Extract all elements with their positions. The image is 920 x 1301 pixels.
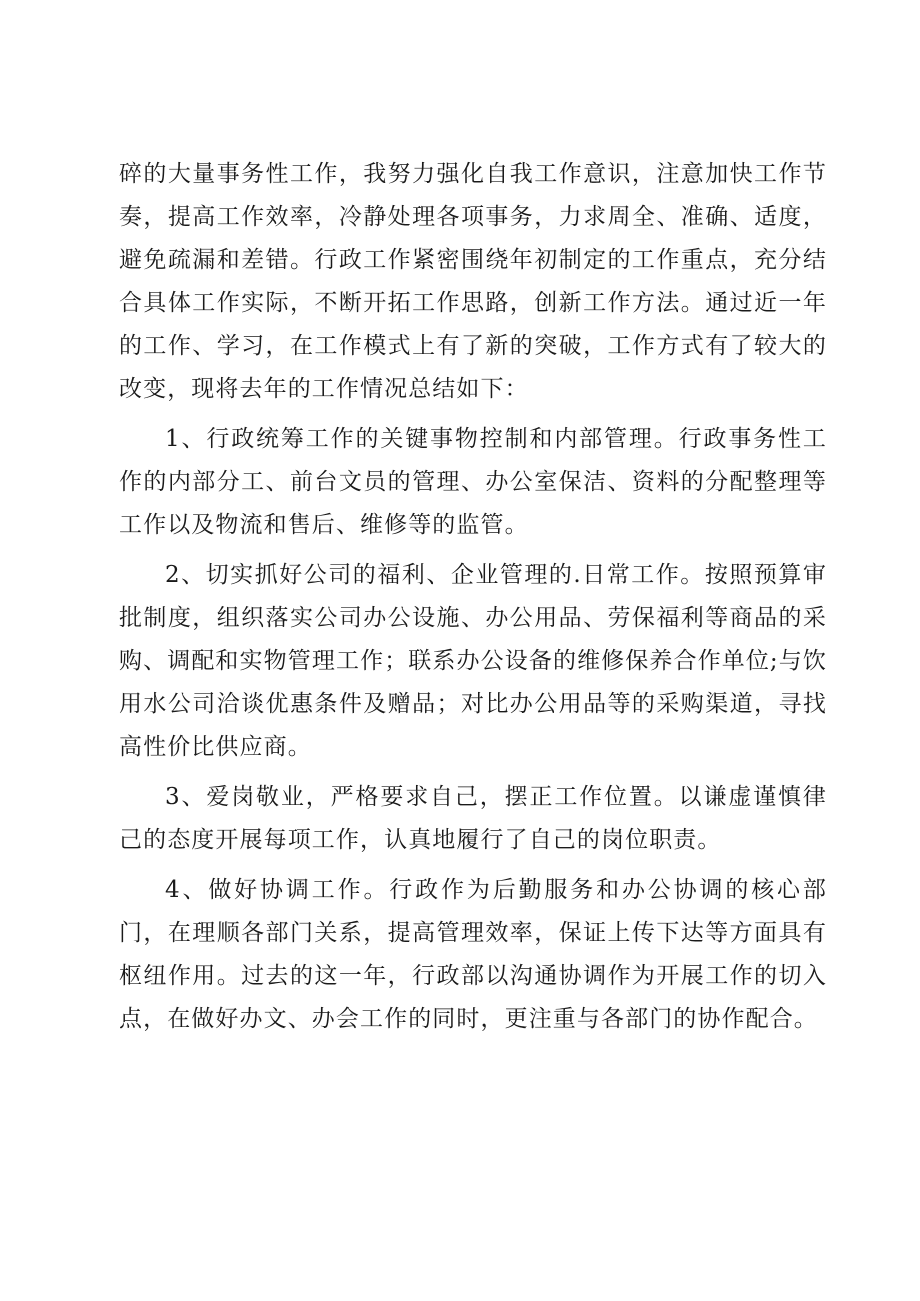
document-body [119, 153, 827, 1048]
paragraph-item-3: 3、爱岗敬业，严格要求自己，摆正工作位置。以谦虚谨慎律己的态度开展每项工作，认真地履行了自己的岗位职责。 [119, 784, 827, 853]
paragraph-item-4: 4、做好协调工作。行政作为后勤服务和办公协调的核心部门，在理顺各部门关系，提高管理效率，保证上传下达等方面具有枢纽作用。过去的这一年，行政部以沟通协调作为开展工作的切入点，在做好办文、办会工作的同时，更注重与各部门的协作配合。 [119, 877, 827, 1032]
paragraph-item-1: 1、行政统筹工作的关键事物控制和内部管理。行政事务性工作的内部分工、前台文员的管理、办公室保洁、资料的分配整理等工作以及物流和售后、维修等的监管。 [119, 426, 827, 538]
paragraph-item-2: 2、切实抓好公司的福利、企业管理的.日常工作。按照预算审批制度，组织落实公司办公设施、办公用品、劳保福利等商品的采购、调配和实物管理工作；联系办公设备的维修保养合作单位;与饮用水公司洽谈优惠条件及赠品；对比办公用品等的采购渠道，寻找高性价比供应商。 [119, 562, 827, 760]
paragraph-continuation: 碎的大量事务性工作，我努力强化自我工作意识，注意加快工作节奏，提高工作效率，冷静处理各项事务，力求周全、准确、适度，避免疏漏和差错。行政工作紧密围绕年初制定的工作重点，充分结合具体工作实际，不断开拓工作思路，创新工作方法。通过近一年的工作、学习，在工作模式上有了新的突破，工作方式有了较大的改变，现将去年的工作情况总结如下： [119, 161, 827, 402]
